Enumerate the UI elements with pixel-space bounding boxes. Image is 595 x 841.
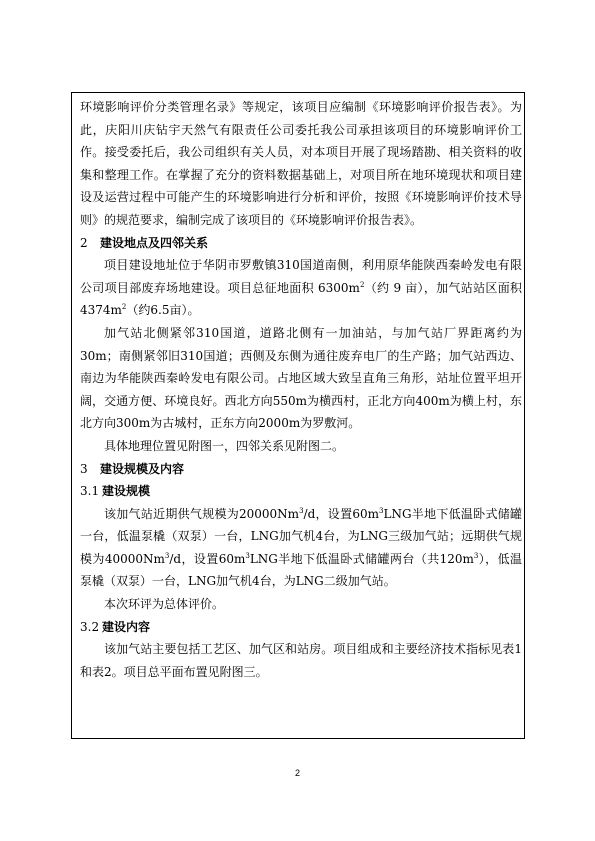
overall-paragraph: 本次环评为总体评价。 xyxy=(104,597,225,612)
intro-paragraph: 环境影响评价分类管理名录》等规定，该项目应编制《环境影响评价报告表》。为此，庆阳川庆钻宇天然气有限责任公司委托我公司承担该项目的环境影响评价工作。接受委托后，我公司组织有关人员，对本项目开展了现场踏勘、相关资料的收集和整理工作。在掌握了充分的资料数据基础上，对项目所在地环境现状和项目建设及运营过程中可能产生的环境影响进行分析和评价，按照《环境影响评价技术导则》的规范要求，编制完成了该项目的《环境影响评价报告表》。 xyxy=(80,100,522,227)
neighbors-paragraph: 加气站北侧紧邻310国道，道路北侧有一加油站，与加气站厂界距离约为30m；南侧紧邻旧310国道；西侧及东侧为通往废弃电厂的生产路；加气站西边、南边为华能陕西秦岭发电有限公司。占地区域大致呈直角三角形，站址位置平坦开阔，交通方便、环境良好。西北方向550m为横西村，正北方向400m为横上村，东北方向300m为古城村，正东方向2000m为罗敷河。 xyxy=(80,325,522,431)
scale-sup-3: 3 xyxy=(164,551,170,560)
scale-text-c: LNG半地下低温卧式储罐一台，低温泵橇（双泵）一台，LNG加气机4台，为LNG三级加气站；远期供气规模为40000Nm xyxy=(80,506,522,566)
section-2-heading xyxy=(80,232,522,255)
section-3-2-heading xyxy=(80,616,522,639)
section-3-1-heading xyxy=(80,480,522,503)
scale-text-f: ），低温泵橇（双泵）一台，LNG加气机4台，为LNG二级加气站。 xyxy=(80,551,522,589)
scale-sup-4: 3 xyxy=(245,551,250,560)
page-number: 2 xyxy=(294,768,300,778)
scale-sup-5: 3 xyxy=(473,551,479,560)
section-3-heading xyxy=(80,458,522,481)
section-3-2-title: 建设内容 xyxy=(102,619,151,634)
section-3-1-title: 建设规模 xyxy=(102,484,151,499)
content-paragraph: 该加气站主要包括工艺区、加气区和站房。项目组成和主要经济技术指标见表1和表2。项目总平面布置见附图三。 xyxy=(80,642,522,679)
location-text-a: 项目建设地址位于华阴市罗敷镇310国道南侧，利用原华能陕西秦岭发电有限公司项目部废弃场地建设。项目总征地面积 6300m xyxy=(80,258,522,295)
scale-text-b: /d，设置60m xyxy=(303,506,379,521)
location-paragraph xyxy=(80,254,522,322)
section-3-title: 建设规模及内容 xyxy=(100,461,185,476)
location-text-b: （约 9 亩），加气站站区面积4374m xyxy=(80,280,523,318)
scale-text-e: LNG半地下低温卧式储罐两台（共120m xyxy=(249,551,474,566)
location-sup-1: 2 xyxy=(359,280,365,289)
section-2-title: 建设地点及四邻关系 xyxy=(100,235,209,250)
scale-text-d: /d，设置60m xyxy=(169,551,246,566)
figures-paragraph: 具体地理位置见附图一，四邻关系见附图二。 xyxy=(104,438,345,453)
section-3-1-number: 3.1 xyxy=(80,484,100,499)
scale-text-a: 该加气站近期供气规模为20000Nm xyxy=(104,506,300,521)
section-2-number: 2 xyxy=(80,235,88,250)
scale-paragraph xyxy=(80,503,522,593)
document-body xyxy=(80,96,522,683)
section-3-2-number: 3.2 xyxy=(80,619,100,634)
location-text-c: （约6.5亩）。 xyxy=(126,303,200,318)
scale-sup-1: 3 xyxy=(299,506,304,515)
section-3-number: 3 xyxy=(80,461,88,476)
scale-sup-2: 3 xyxy=(379,506,384,515)
location-sup-2: 2 xyxy=(121,303,127,312)
